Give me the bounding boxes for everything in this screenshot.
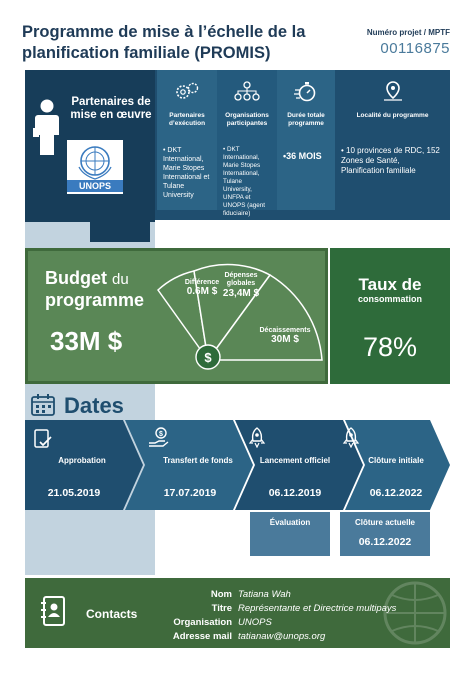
current-closure-date: 06.12.2022 xyxy=(358,536,412,548)
step-date: 06.12.2022 xyxy=(369,487,423,499)
rocket-icon xyxy=(246,426,268,448)
money-hand-icon xyxy=(148,426,170,448)
budget-label-small: du xyxy=(112,271,129,288)
step-date: 06.12.2019 xyxy=(268,487,322,499)
segment-label: Décaissements xyxy=(259,327,311,334)
consumption-subtitle: consommation xyxy=(357,294,422,304)
budget-label-word: Budget xyxy=(45,268,107,288)
un-emblem-icon xyxy=(75,142,115,180)
segment-label: Différence xyxy=(184,279,220,286)
contact-value-organisation: UNOPS xyxy=(238,617,272,628)
consumption-value: 78% xyxy=(362,332,418,362)
segment-disbursements xyxy=(250,327,320,345)
budget-label xyxy=(45,268,144,310)
project-number: 00116875 xyxy=(380,40,450,57)
budget-value: 33M $ xyxy=(50,326,123,356)
current-closure-label: Clôture actuelle xyxy=(354,518,415,527)
dates-title: Dates xyxy=(64,393,124,418)
partners-heading: Partenaires de mise en œuvre xyxy=(70,96,152,121)
partners-column-organisations xyxy=(217,70,277,217)
contact-value-name: Tatiana Wah xyxy=(238,589,291,600)
partners-column-location xyxy=(335,70,450,210)
partners-column-duration xyxy=(277,70,335,210)
rocket-icon xyxy=(340,426,362,448)
document-check-icon xyxy=(32,428,54,450)
column-title: Partenaires d’exécution xyxy=(168,112,206,127)
map-pin-icon xyxy=(380,80,406,102)
step-label: Approbation xyxy=(58,456,106,465)
segment-label: Dépenses globales xyxy=(224,272,258,287)
contact-key-email: Adresse mail xyxy=(172,631,232,642)
column-body: • DKT International, Marie Stopes International et Tulane University xyxy=(163,147,210,199)
contact-value-email[interactable]: tatianaw@unops.org xyxy=(238,631,326,642)
column-body: • DKT International, Marie Stopes International, Tulane University, UNFPA et UNOPS (agent fiduciaire) xyxy=(223,146,265,217)
column-title: Durée totale programme xyxy=(287,112,325,127)
segment-expenses xyxy=(210,272,272,299)
network-icon xyxy=(234,80,260,102)
stopwatch-icon xyxy=(293,80,319,102)
segment-value: 0.6M $ xyxy=(186,286,218,297)
step-label: Transfert de fonds xyxy=(163,456,233,465)
address-book-icon xyxy=(40,595,68,627)
partners-tab xyxy=(90,212,150,242)
gears-icon xyxy=(174,80,200,102)
contact-key-organisation: Organisation xyxy=(173,617,232,628)
column-title: Localité du programme xyxy=(356,112,429,119)
consumption-title: Taux de xyxy=(358,275,422,294)
step-date: 21.05.2019 xyxy=(47,487,101,499)
person-icon xyxy=(33,98,61,156)
column-body: • 10 provinces de RDC, 152 Zones de Santé, Planification familiale xyxy=(341,146,440,175)
step-date: 17.07.2019 xyxy=(163,487,217,499)
contact-key-title: Titre xyxy=(211,603,232,614)
contact-value-title: Représentante et Directrice multipays xyxy=(238,603,397,614)
contact-key-name: Nom xyxy=(210,589,232,600)
segment-value: 30M $ xyxy=(271,334,299,345)
unops-logo-text: UNOPS xyxy=(67,180,123,192)
budget-label-word-2: programme xyxy=(45,290,145,310)
segment-value: 23,4M $ xyxy=(222,288,260,299)
partners-main-block xyxy=(25,70,155,222)
svg-text:$: $ xyxy=(204,350,212,365)
svg-text:$: $ xyxy=(159,431,163,438)
column-body: •36 MOIS xyxy=(283,151,322,161)
step-label: Lancement officiel xyxy=(259,456,331,465)
step-label: Clôture initiale xyxy=(368,456,424,465)
unops-logo xyxy=(67,140,123,194)
evaluation-label: Évaluation xyxy=(269,518,311,527)
contacts-title: Contacts xyxy=(86,607,138,621)
project-number-label: Numéro projet / MPTF xyxy=(366,28,450,37)
timeline-arrows xyxy=(25,420,450,515)
partners-column-execution xyxy=(157,70,217,210)
column-title: Organisations participantes xyxy=(225,112,269,127)
consumption-panel xyxy=(330,248,450,384)
calendar-icon xyxy=(30,393,56,417)
page-title: Programme de mise à l’échelle de la planification familiale (PROMIS) xyxy=(22,23,306,62)
